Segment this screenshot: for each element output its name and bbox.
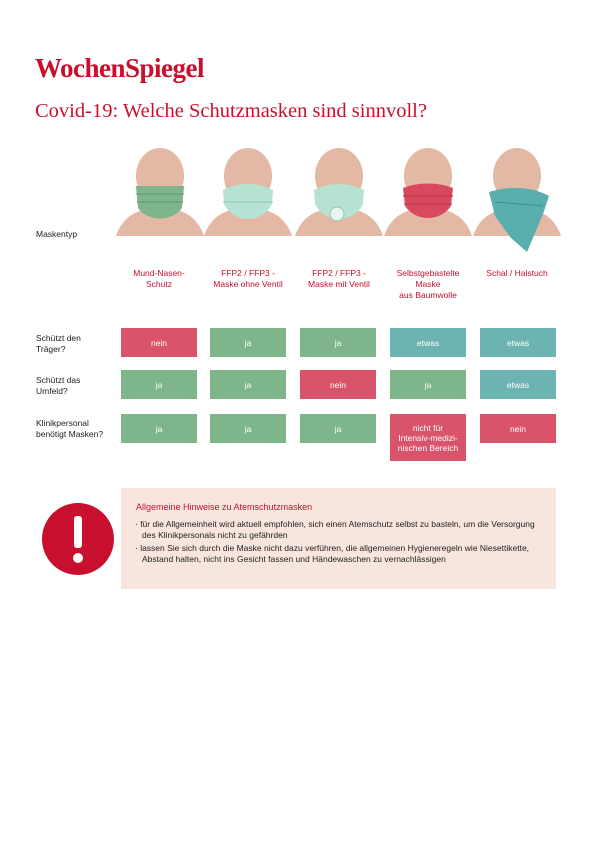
head-scarf bbox=[473, 148, 561, 252]
notice-item: · lassen Sie sich durch die Maske nicht dazu verführen, die allgemeinen Hygieneregeln wie Niesettikette, Abstand halten, nicht ins Gesicht fassen und Händewaschen zu vernachlässigen bbox=[135, 543, 530, 564]
cell-wearer-scarf: etwas bbox=[480, 328, 556, 357]
cell-others-surgical: ja bbox=[121, 370, 197, 399]
column-header-ffp-no-valve: FFP2 / FFP3 - Maske ohne Ventil bbox=[213, 268, 283, 289]
row-label-protects-others: Schützt das Umfeld? bbox=[36, 375, 81, 396]
brand-logo bbox=[35, 52, 204, 84]
cell-wearer-cotton: etwas bbox=[390, 328, 466, 357]
head-surgical-mask bbox=[116, 148, 204, 236]
row-label-clinical-staff: Klinikpersonal benötigt Masken? bbox=[36, 418, 104, 439]
column-header-scarf: Schal / Halstuch bbox=[486, 268, 548, 278]
cell-others-scarf: etwas bbox=[480, 370, 556, 399]
cell-others-ffp-no-valve: ja bbox=[210, 370, 286, 399]
mask-illustrations bbox=[0, 148, 595, 258]
page-title: Covid-19: Welche Schutzmasken sind sinnvoll? bbox=[35, 100, 427, 122]
cell-clinic-scarf: nein bbox=[480, 414, 556, 443]
cell-wearer-surgical: nein bbox=[121, 328, 197, 357]
notice-item: · für die Allgemeinheit wird aktuell empfohlen, sich einen Atemschutz selbst zu basteln, um die Versorgung des Klinikpersonals nicht zu gefährden bbox=[135, 519, 535, 540]
brand-logo-text: WochenSpiegel bbox=[35, 53, 205, 83]
column-header-surgical: Mund-Nasen- Schutz bbox=[133, 268, 185, 289]
general-notice-box bbox=[121, 488, 556, 589]
cell-clinic-ffp-no-valve: ja bbox=[210, 414, 286, 443]
cell-others-cotton: ja bbox=[390, 370, 466, 399]
notice-title: Allgemeine Hinweise zu Atemschutzmasken bbox=[136, 502, 313, 512]
cell-clinic-surgical: ja bbox=[121, 414, 197, 443]
cell-clinic-cotton: nicht für Intensiv-medizi- nischen Bereich bbox=[390, 414, 466, 461]
cell-others-ffp-valve: nein bbox=[300, 370, 376, 399]
head-ffp-mask-no-valve bbox=[204, 148, 292, 236]
exclamation-icon bbox=[42, 503, 114, 575]
column-header-cotton: Selbstgebastelte Maske aus Baumwolle bbox=[396, 268, 460, 300]
cell-clinic-ffp-valve: ja bbox=[300, 414, 376, 443]
cell-wearer-ffp-valve: ja bbox=[300, 328, 376, 357]
row-label-protects-wearer: Schützt den Träger? bbox=[36, 333, 81, 354]
cell-wearer-ffp-no-valve: ja bbox=[210, 328, 286, 357]
column-header-ffp-valve: FFP2 / FFP3 - Maske mit Ventil bbox=[308, 268, 370, 289]
head-cotton-mask bbox=[384, 148, 472, 236]
head-ffp-mask-valve bbox=[295, 148, 383, 236]
mask-type-label: Maskentyp bbox=[36, 229, 78, 239]
